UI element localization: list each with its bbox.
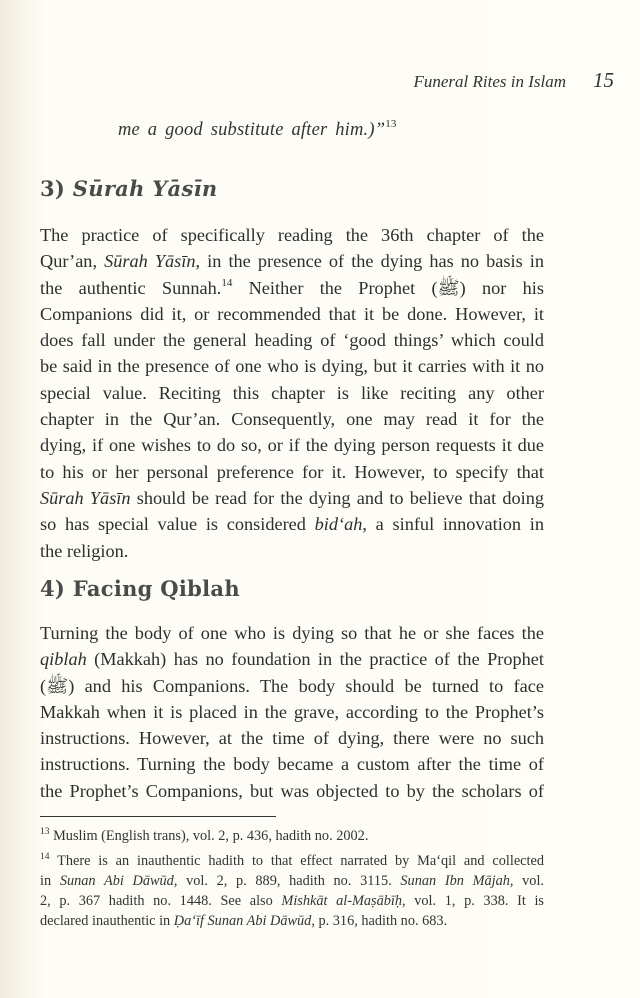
footnote-ref-14: 14 bbox=[221, 276, 233, 289]
text-line: Companions did it, or recommended that it be done. However, it bbox=[40, 303, 544, 324]
heading-text: Facing Qiblah bbox=[72, 576, 240, 601]
text-line: instructions. Turning the body became a custom after the time of bbox=[40, 754, 544, 775]
text-line: to his or her personal preference for it. However, to specify that bbox=[40, 461, 544, 482]
running-head bbox=[0, 68, 614, 93]
heading-number: 4) bbox=[40, 576, 66, 601]
text-line: special value. Reciting this chapter is like reciting any other bbox=[40, 382, 544, 403]
text-line: the Prophet’s Companions, but was objected to by the scholars of bbox=[40, 780, 544, 801]
section-heading-facing-qiblah bbox=[40, 576, 240, 601]
footnote-divider bbox=[40, 816, 276, 817]
footnote-ref-13: 13 bbox=[385, 118, 397, 130]
text-line: Makkah when it is placed in the grave, according to the Prophet’s bbox=[40, 701, 544, 722]
text-line: Turning the body of one who is dying so that he or she faces the bbox=[40, 623, 544, 643]
footnote-13 bbox=[40, 826, 544, 846]
footnote-14: $^{14}$ There is an inauthentic hadith to that effect narrated by Ma‘qil and collected in Sunan Abi Dāwūd, vol. 2, p. 889, hadith no. 3115. Sunan Ibn Mājah, vol. 2, p. 367 hadith no. 1448. See also Mishkāt al-Maṣābīḥ, vol. 1, p. 338. It is declared inauthentic in Ḍa‘īf Sunan Abi Dāwūd, p. 316, hadith no. 683. bbox=[40, 852, 545, 929]
footnote-text: Muslim (English trans), vol. 2, p. 436, hadith no. 2002. bbox=[53, 828, 369, 844]
text-line: the authentic Sunnah.$^{14}$ Neither the Prophet (ﷺ) nor his bbox=[40, 276, 544, 298]
heading-number: 3) bbox=[40, 176, 66, 201]
text-line: chapter in the Qur’an. Consequently, one may read it for the bbox=[40, 409, 544, 430]
text-line: The practice of specifically reading the 36th chapter of the bbox=[40, 225, 544, 245]
text-line: the religion. bbox=[40, 540, 129, 561]
text-line: instructions. However, at the time of dying, there were no such bbox=[40, 728, 544, 749]
text-line: dying, if one wishes to do so, or if the dying person requests it due bbox=[40, 435, 544, 456]
running-head-title: Funeral Rites in Islam bbox=[413, 72, 566, 91]
text-line: be said in the presence of one who is dying, but it carries with it no bbox=[40, 356, 544, 377]
text-line: does fall under the general heading of ‘good things’ which could bbox=[40, 330, 544, 351]
quote-continuation bbox=[118, 120, 397, 141]
heading-text: Sūrah Yāsīn bbox=[72, 176, 218, 201]
paragraph-facing-qiblah bbox=[40, 620, 544, 804]
text-line: Qur’an, Sūrah Yāsīn, in the presence of the dying has no basis in bbox=[40, 251, 545, 272]
quote-text: me a good substitute after him.)” bbox=[118, 120, 386, 140]
footnote-number: 14 bbox=[40, 852, 50, 862]
footnotes bbox=[40, 826, 544, 936]
text-line: (ﷺ) and his Companions. The body should be turned to face bbox=[40, 675, 544, 696]
paragraph-surah-yasin bbox=[40, 222, 544, 564]
text-line: Sūrah Yāsīn should be read for the dying and to believe that doing bbox=[40, 487, 545, 508]
footnote-number: 13 bbox=[40, 827, 50, 837]
text-line: so has special value is considered bid‘ah, a sinful innovation in bbox=[40, 514, 544, 535]
section-heading-surah-yasin bbox=[40, 176, 217, 201]
text-line: qiblah (Makkah) has no foundation in the practice of the Prophet bbox=[40, 649, 544, 670]
page-number: 15 bbox=[593, 68, 614, 92]
